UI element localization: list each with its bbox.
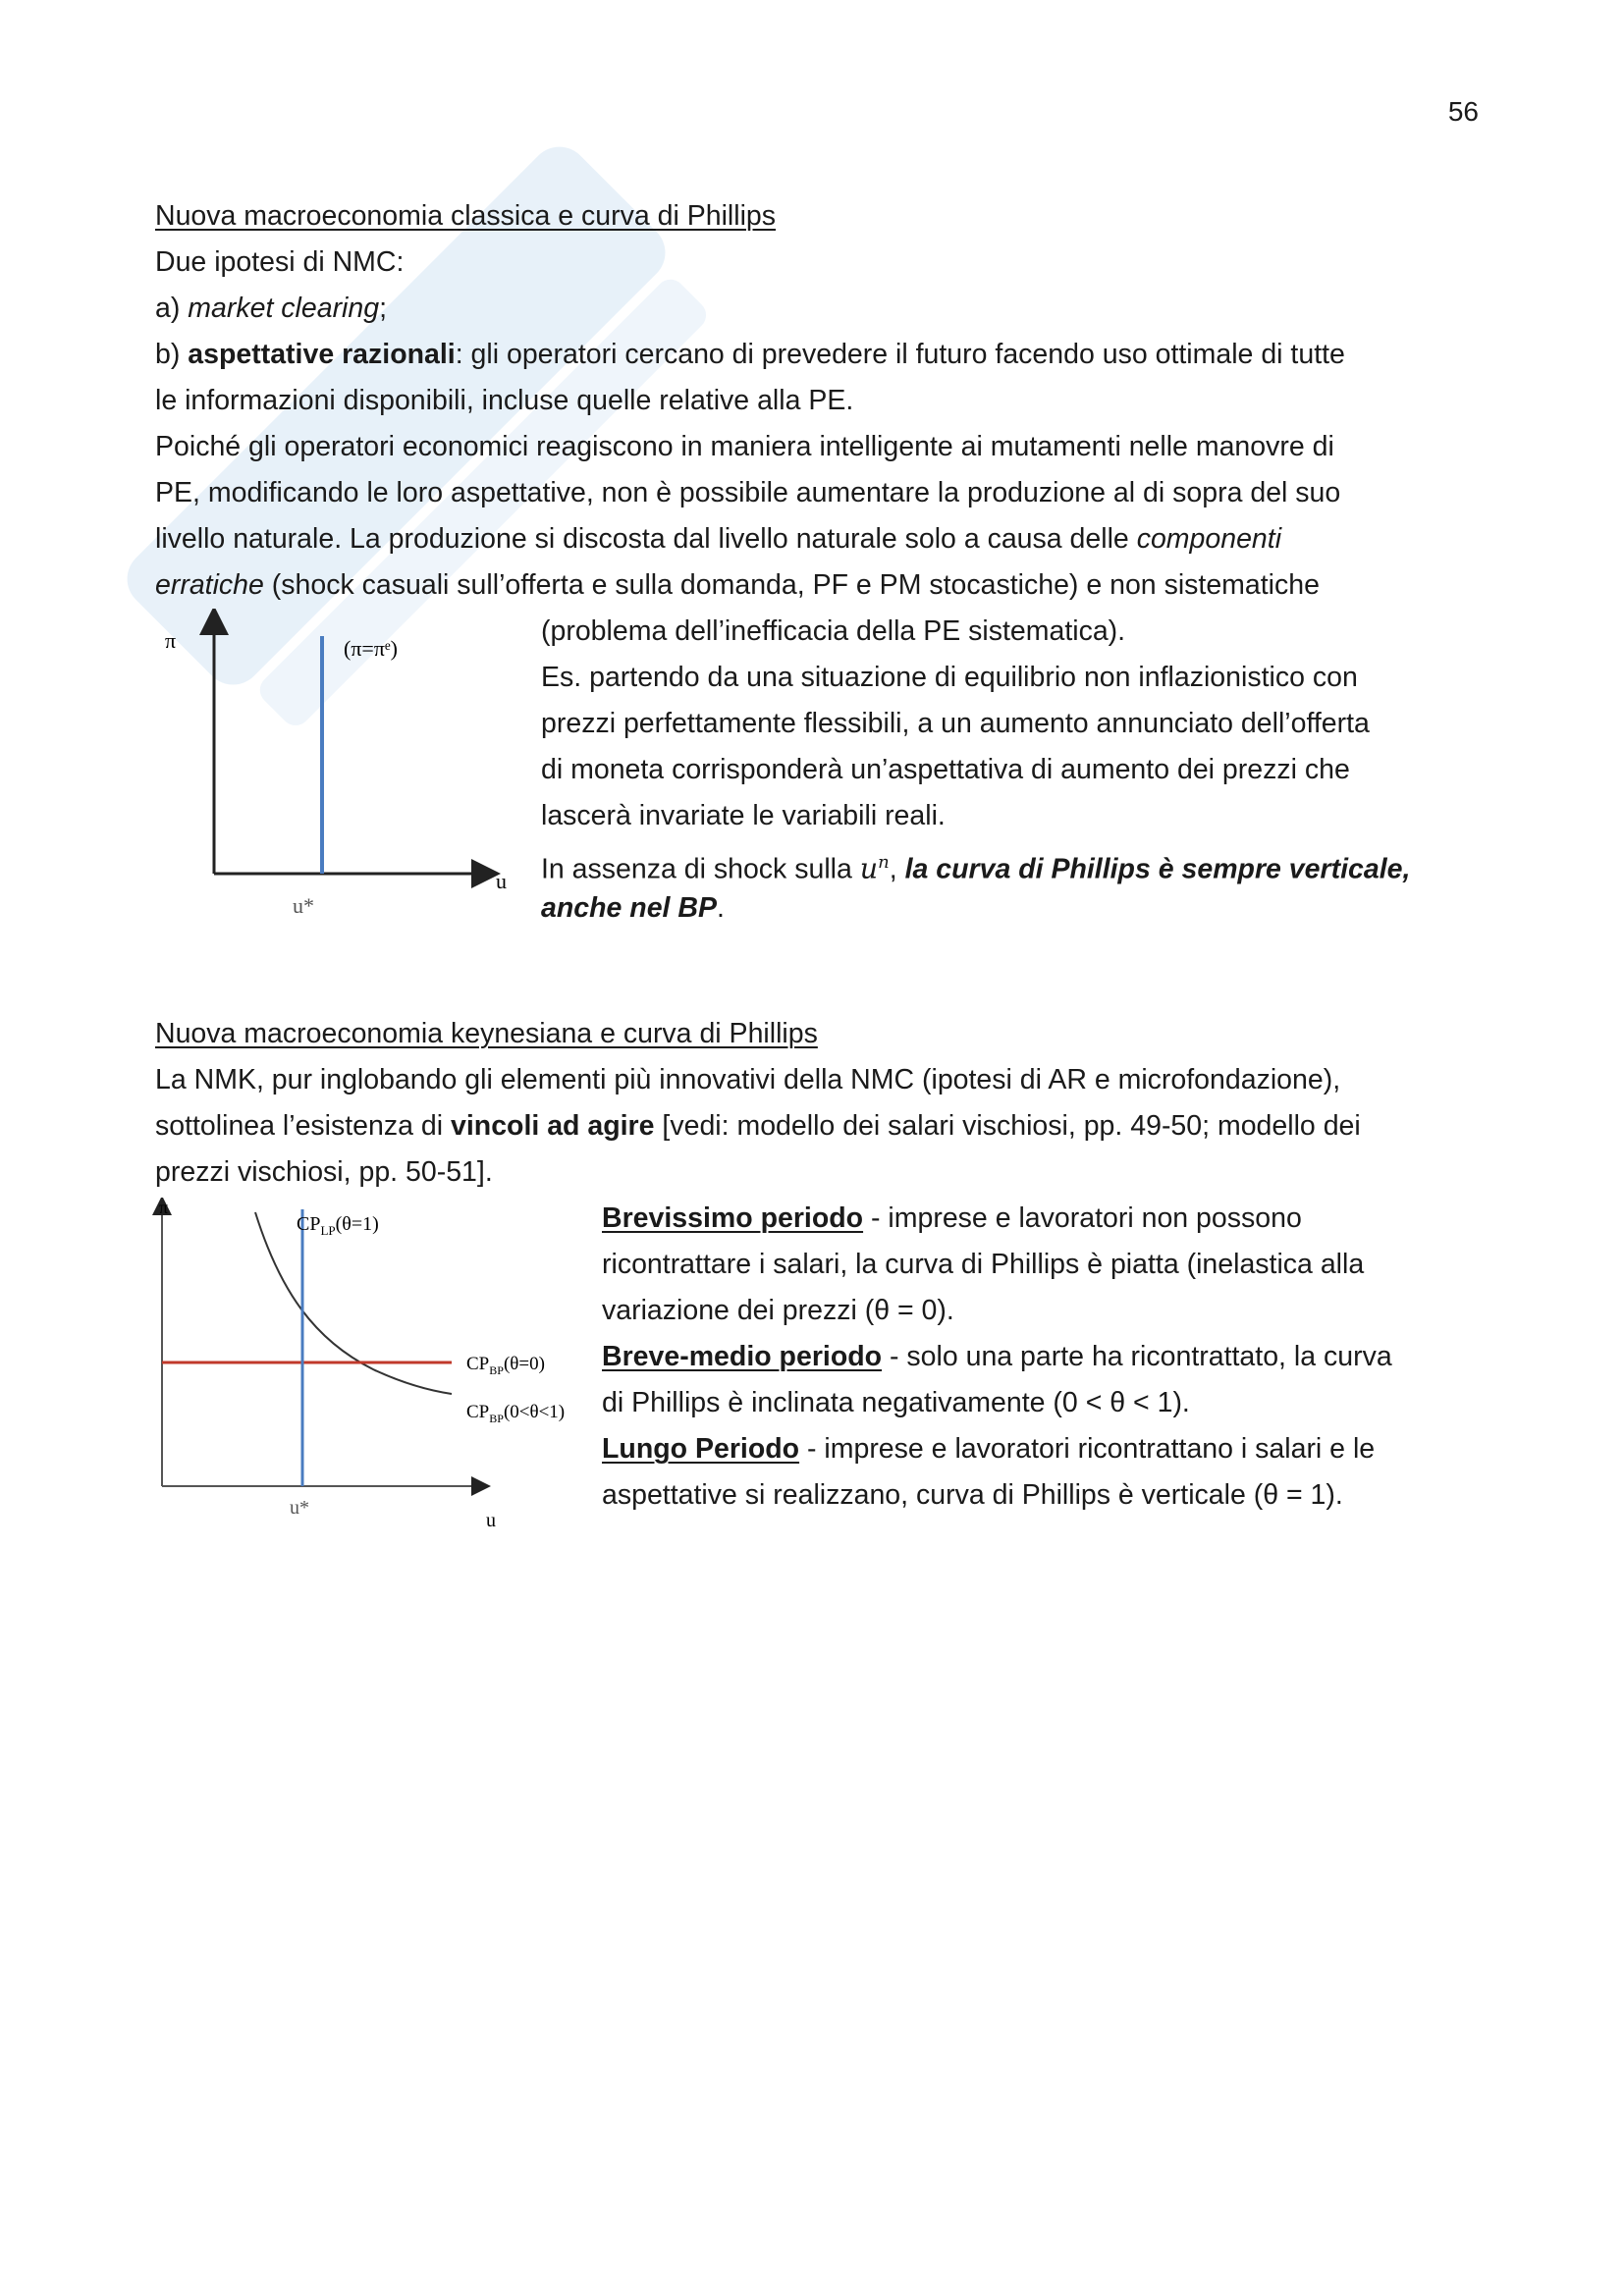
section2-heading: Nuova macroeconomia keynesiana e curva di Phillips	[155, 1018, 818, 1049]
phillips-chart-nmk	[147, 1198, 589, 1541]
y-axis-label: π	[159, 1198, 169, 1217]
paragraph-line: La NMK, pur inglobando gli elementi più innovativi della NMC (ipotesi di AR e microfondazione),	[155, 1064, 1341, 1095]
side-line: Es. partendo da una situazione di equilibrio non inflazionistico con	[541, 662, 1358, 693]
curve-label: (π=πᵉ)	[344, 636, 398, 661]
x-marker-label: u*	[290, 1497, 309, 1519]
x-axis-label: u	[486, 1510, 496, 1531]
side-line-final: In assenza di shock sulla $u^n$, la curva di Phillips è sempre verticale,	[541, 852, 1411, 885]
paragraph-line: PE, modificando le loro aspettative, non è possibile aumentare la produzione al di sopra del suo	[155, 477, 1341, 508]
period-short: Brevissimo periodo - imprese e lavoratori non possono	[602, 1202, 1302, 1234]
paragraph-line: sottolinea l’esistenza di vincoli ad agire [vedi: modello dei salari vischiosi, pp. 49-50; modello dei	[155, 1110, 1361, 1142]
section1-heading: Nuova macroeconomia classica e curva di Phillips	[155, 200, 777, 232]
period-line: aspettative si realizzano, curva di Phillips è verticale (θ = 1).	[602, 1479, 1343, 1511]
paragraph-line: le informazioni disponibili, incluse quelle relative alla PE.	[155, 385, 854, 416]
side-line: di moneta corrisponderà un’aspettativa di aumento dei prezzi che	[541, 754, 1350, 785]
side-line: prezzi perfettamente flessibili, a un aumento annunciato dell’offerta	[541, 708, 1370, 739]
section1-intro: Due ipotesi di NMC:	[155, 246, 405, 278]
cp-bp-sloped-label: $CP_{BP}(0<\theta<1)$	[466, 1402, 566, 1425]
side-line-final: anche nel BP.	[541, 892, 725, 924]
hypothesis-b: b) aspettative razionali: gli operatori cercano di prevedere il futuro facendo uso ottimale di tutte	[155, 339, 1345, 370]
paragraph-line: erratiche (shock casuali sull’offerta e sulla domanda, PF e PM stocastiche) e non sistematiche	[155, 569, 1320, 601]
period-line: variazione dei prezzi (θ = 0).	[602, 1295, 954, 1326]
page-number: 56	[1447, 96, 1479, 127]
paragraph-line: livello naturale. La produzione si discosta dal livello naturale solo a causa delle componenti	[155, 523, 1282, 555]
paragraph-line: Poiché gli operatori economici reagiscono in maniera intelligente ai mutamenti nelle manovre di	[155, 431, 1334, 462]
side-line: lascerà invariate le variabili reali.	[541, 800, 946, 831]
period-line: di Phillips è inclinata negativamente (0 < θ < 1).	[602, 1387, 1190, 1418]
y-axis-label: π	[165, 628, 177, 653]
phillips-chart-nmc	[147, 609, 520, 933]
hypothesis-a: a) market clearing;	[155, 293, 388, 324]
period-medium: Breve-medio periodo - solo una parte ha ricontrattato, la curva	[602, 1341, 1392, 1372]
cp-bp-sloped-curve	[255, 1212, 452, 1394]
x-marker-label: u*	[293, 893, 314, 918]
side-line: (problema dell’inefficacia della PE sistematica).	[541, 615, 1126, 647]
paragraph-line: prezzi vischiosi, pp. 50-51].	[155, 1156, 493, 1188]
cp-bp-label: $CP_{BP}(\theta=0)$	[466, 1354, 545, 1377]
period-line: ricontrattare i salari, la curva di Phillips è piatta (inelastica alla	[602, 1249, 1365, 1280]
cp-lp-label: $CP_{LP}(\theta=1)$	[297, 1213, 379, 1238]
period-long: Lungo Periodo - imprese e lavoratori ricontrattano i salari e le	[602, 1433, 1376, 1465]
x-axis-label: u	[496, 869, 507, 893]
